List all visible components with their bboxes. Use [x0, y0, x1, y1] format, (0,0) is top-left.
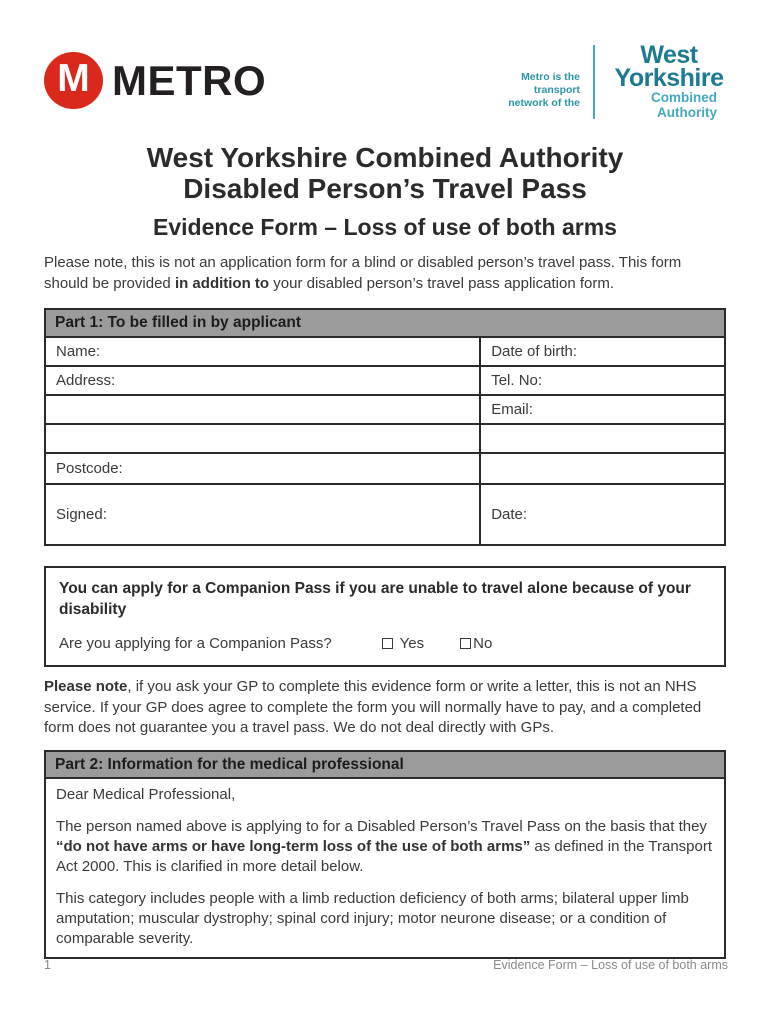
companion-question: Are you applying for a Companion Pass?: [59, 635, 332, 652]
part2-paragraph1-bold: “do not have arms or have long-term loss of the use of both arms”: [56, 838, 531, 855]
table-row: [45, 424, 725, 453]
companion-heading: You can apply for a Companion Pass if you are unable to travel alone because of your disability: [59, 580, 691, 618]
email-field-cell[interactable]: Email:: [480, 395, 725, 424]
wyca-logo-text: West: [640, 41, 698, 69]
part2-heading: Part 2: Information for the medical professional: [46, 752, 724, 779]
part2-body: [46, 779, 724, 957]
metro-wordmark: METRO: [112, 56, 267, 104]
page-title-line1: West Yorkshire Combined Authority: [146, 142, 624, 173]
gp-note-paragraph: [44, 677, 728, 739]
part2-paragraph1: [56, 817, 714, 877]
metro-logo: [44, 52, 266, 109]
table-row: [45, 453, 725, 484]
intro-text: Please note, this is not an application form for a blind or disabled person’s travel pass. This form should be provided: [44, 254, 682, 292]
table-row: [45, 337, 725, 366]
table-row: [45, 484, 725, 545]
part1-heading: Part 1: To be filled in by applicant: [45, 309, 725, 337]
table-row: [45, 395, 725, 424]
companion-yes-option[interactable]: [382, 635, 424, 652]
signed-field-cell[interactable]: Signed:: [45, 484, 480, 545]
metro-tagline: [508, 55, 580, 110]
part1-table: [44, 308, 726, 546]
gp-note-bold: Please note: [44, 678, 128, 695]
page-title-line2: Disabled Person’s Travel Pass: [183, 173, 587, 204]
footer-doc-title: Evidence Form – Loss of use of both arms: [493, 958, 728, 972]
part1-section: [44, 308, 726, 546]
page-header: [44, 41, 730, 120]
page-number: 1: [44, 958, 51, 972]
date-of-birth-field-cell[interactable]: Date of birth:: [480, 337, 725, 366]
part2-section: [44, 750, 726, 959]
part2-salutation: Dear Medical Professional,: [56, 786, 236, 803]
tel-no-field-cell[interactable]: Tel. No:: [480, 366, 725, 395]
no-checkbox[interactable]: [460, 638, 471, 649]
yes-checkbox[interactable]: [382, 638, 393, 649]
address-continued-cell[interactable]: [45, 395, 480, 424]
page-title-block: [0, 142, 770, 240]
date-field-cell[interactable]: Date:: [480, 484, 725, 545]
companion-question-row: [59, 635, 711, 652]
name-field-cell[interactable]: Name:: [45, 337, 480, 366]
page-footer: [44, 958, 728, 972]
gp-note-text: , if you ask your GP to complete this evidence form or write a letter, this is not an NHS service. If your GP does agree to complete the form you will normally have to pay, and a completed form does not guarantee you a travel pass. We do not deal directly with GPs.: [44, 678, 702, 736]
wyca-logo-text: Yorkshire: [614, 64, 724, 92]
address-continued-cell[interactable]: [45, 424, 480, 453]
intro-paragraph: [44, 253, 728, 294]
intro-text: your disabled person’s travel pass application form.: [269, 274, 614, 292]
part2-paragraph1-text: as defined in the Transport Act 2000. This is clarified in more detail below.: [56, 838, 713, 875]
metro-m-icon: M: [44, 52, 103, 109]
wyca-brand-block: [508, 41, 730, 120]
postcode-field-cell[interactable]: Postcode:: [45, 453, 480, 484]
tagline-line: Metro is the: [521, 70, 580, 83]
table-row: [45, 366, 725, 395]
wyca-logo-text: Authority: [657, 105, 717, 120]
address-field-cell[interactable]: Address:: [45, 366, 480, 395]
companion-no-option[interactable]: [460, 635, 492, 652]
tagline-line: network of the: [508, 96, 580, 109]
wyca-logo-text: Combined: [651, 90, 717, 105]
email-continued-cell[interactable]: [480, 424, 725, 453]
wyca-logo: [608, 41, 730, 120]
brand-divider: [593, 45, 595, 119]
part2-paragraph2: This category includes people with a limb reduction deficiency of both arms; bilateral upper limb amputation; muscular dystrophy; spinal cord injury; motor neurone disease; or a condition of comparable severity.: [56, 890, 689, 947]
yes-label: Yes: [399, 635, 425, 652]
page-subtitle: Evidence Form – Loss of use of both arms: [153, 214, 617, 240]
intro-bold-text: in addition to: [174, 274, 270, 292]
empty-cell[interactable]: [480, 453, 725, 484]
part2-paragraph1-text: The person named above is applying to for a Disabled Person’s Travel Pass on the basis that they: [56, 818, 707, 835]
no-label: No: [473, 635, 493, 652]
tagline-line: transport: [533, 83, 580, 96]
companion-pass-box: [44, 566, 726, 667]
